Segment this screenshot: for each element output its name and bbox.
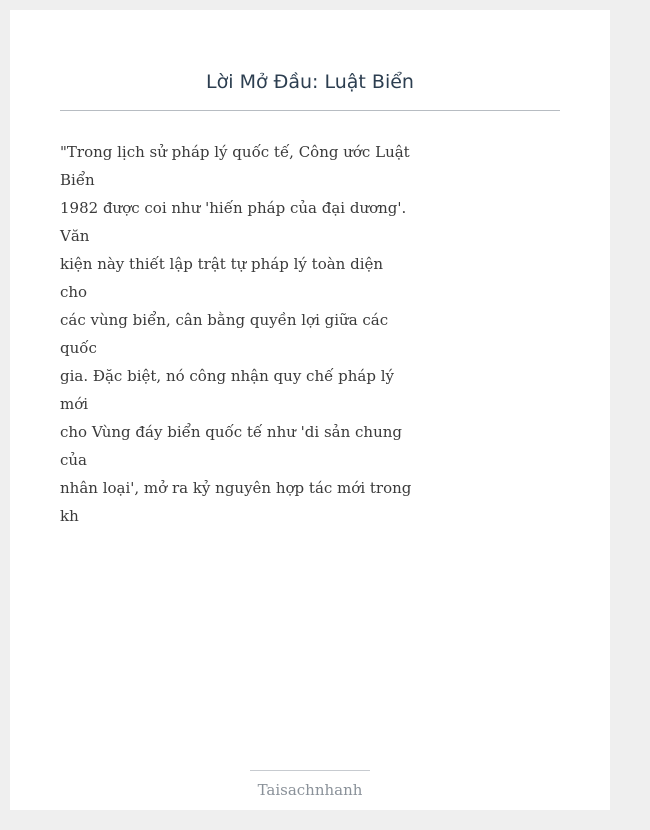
body-line: cho [60, 283, 88, 301]
body-line: gia. Đặc biệt, nó công nhận quy chế pháp lý [60, 367, 394, 385]
body-line: của [60, 451, 88, 469]
page-title: Lời Mở Đầu: Luật Biển [206, 71, 414, 93]
body-line: 1982 được coi như 'hiến pháp của đại dương'. [60, 199, 407, 217]
body-line: mới [60, 395, 89, 413]
body-line: cho Vùng đáy biển quốc tế như 'di sản chung [60, 423, 402, 441]
title-divider [60, 110, 560, 111]
body-line: các vùng biển, cân bằng quyền lợi giữa các [60, 311, 389, 329]
body-line: nhân loại', mở ra kỷ nguyên hợp tác mới trong [60, 479, 412, 497]
footer-source: Taisachnhanh [257, 781, 363, 799]
body-line: kh [60, 507, 79, 525]
document-page [10, 10, 610, 810]
body-line: Biển [60, 171, 95, 189]
body-line: kiện này thiết lập trật tự pháp lý toàn diện [60, 255, 384, 273]
body-text [60, 138, 420, 530]
body-line: Văn [60, 227, 90, 245]
body-line: "Trong lịch sử pháp lý quốc tế, Công ước Luật [60, 143, 410, 161]
body-line: quốc [60, 339, 97, 357]
footer-divider [250, 770, 370, 771]
